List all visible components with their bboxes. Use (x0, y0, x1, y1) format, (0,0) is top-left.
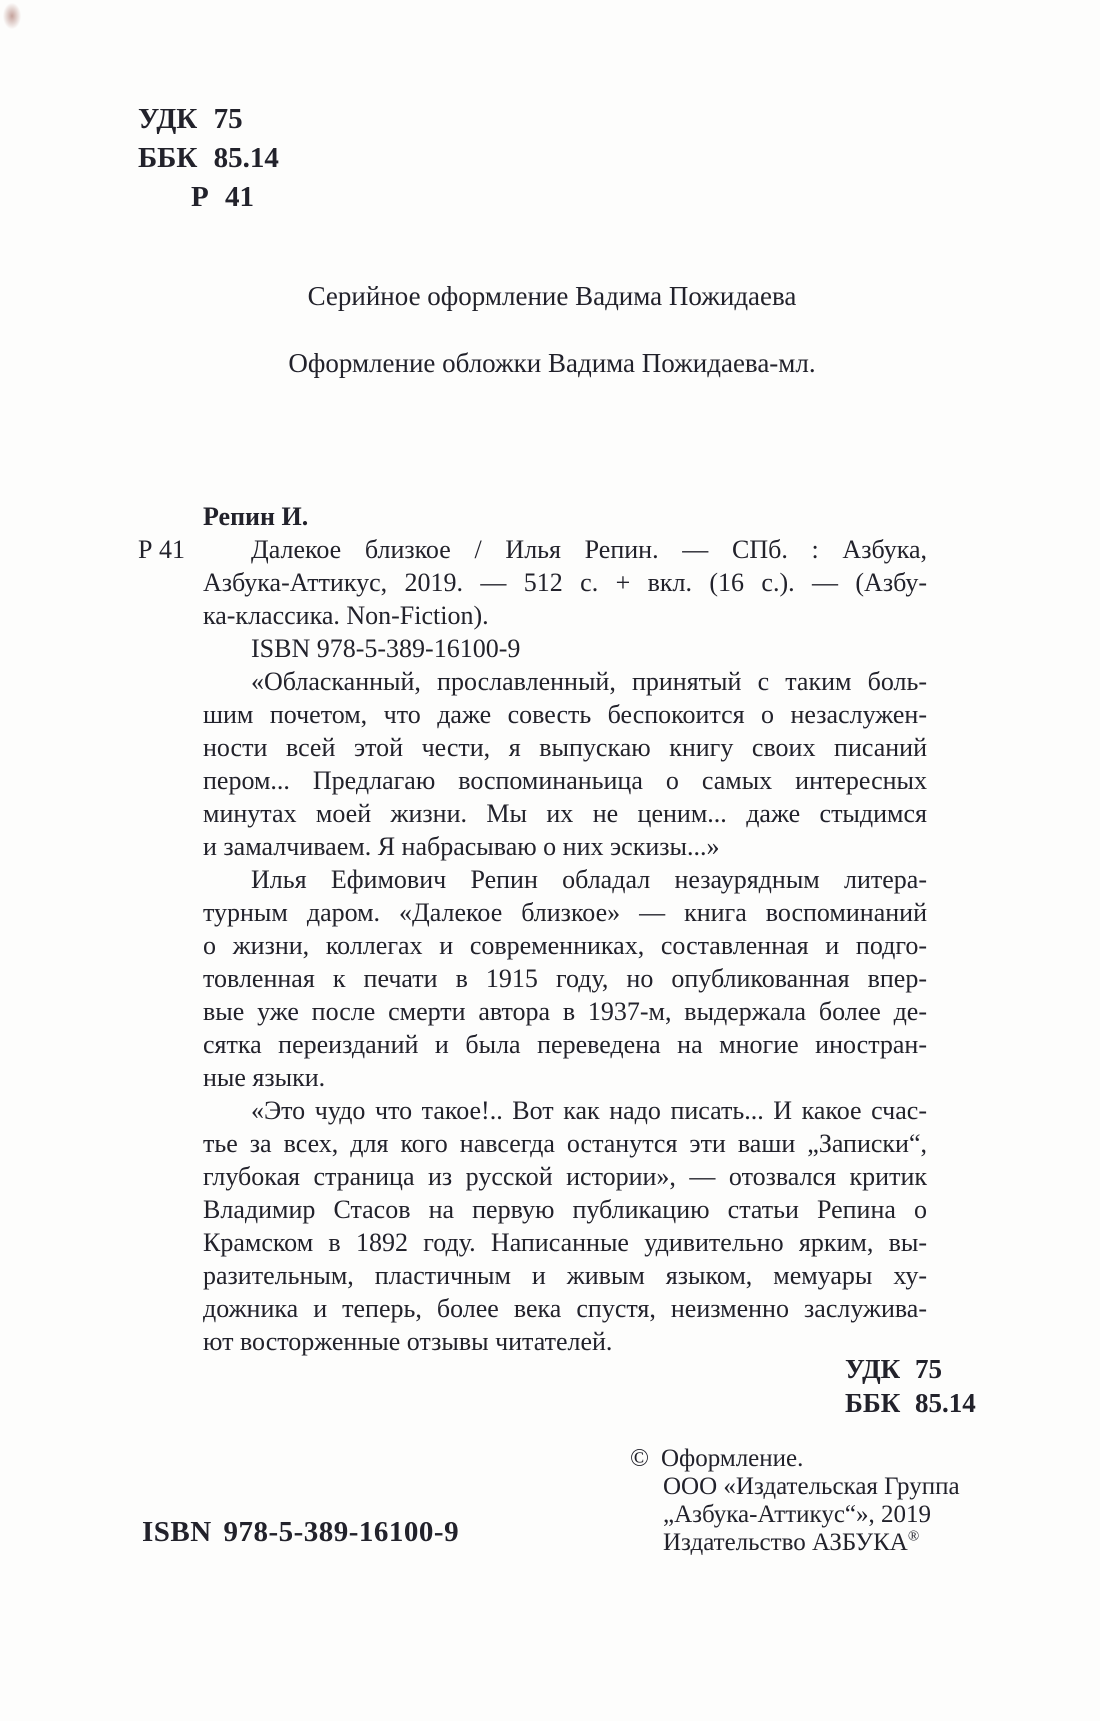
text-line: ка-классика. Non-Fiction). (203, 601, 489, 630)
classification-codes-bottom (845, 1352, 976, 1420)
text-line: Владимир Стасов на первую публикацию статьи Репина о (203, 1195, 927, 1224)
isbn-bottom: ISBN 978-5-389-16100-9 (142, 1516, 460, 1548)
text-line: сятка переизданий и была переведена на многие иностран- (203, 1030, 927, 1059)
text-line: и замалчиваем. Я набрасываю о них эскизы...» (203, 832, 720, 861)
text-line: шим почетом, что даже совесть беспокоится о незаслужен- (203, 700, 927, 729)
text-line: минутах моей жизни. Мы их не ценим... даже стыдимся (203, 799, 927, 828)
annotation (203, 665, 927, 1358)
classification-codes-top (138, 100, 279, 217)
bibliographic-lines (203, 533, 927, 632)
text-line: товленная к печати в 1915 году, но опубликованная впер- (203, 964, 927, 993)
text-line: Азбука-Аттикус, 2019. — 512 с. + вкл. (16 с.). — (Азбу- (203, 568, 927, 597)
annotation-paragraph (203, 1094, 927, 1358)
text-line: Илья Ефимович Репин обладал незаурядным литера- (251, 865, 927, 894)
bbk-code-bottom: ББК 85.14 (845, 1388, 976, 1418)
catalog-author-heading: Репин И. (203, 502, 309, 531)
text-line: турным даром. «Далекое близкое» — книга воспоминаний (203, 898, 927, 927)
text-line: Крамском в 1892 году. Написанные удивительно ярким, вы- (203, 1228, 927, 1257)
text-line: Далекое близкое / Илья Репин. — СПб. : Азбука, (251, 535, 927, 564)
copyright-company-line: ООО «Издательская Группа (663, 1473, 960, 1500)
copyright-design-text: Оформление. (661, 1445, 804, 1472)
udk-code: УДК 75 (138, 103, 243, 135)
copyright-design-line (630, 1445, 1010, 1473)
text-line: ные языки. (203, 1063, 326, 1092)
publisher-line (663, 1529, 1010, 1557)
text-line: пером... Предлагаю воспоминаньица о самых интересных (203, 766, 927, 795)
cover-design-credit: Оформление обложки Вадима Пожидаева-мл. (288, 348, 816, 378)
copyright-block (630, 1445, 1010, 1557)
text-line: «Это чудо что такое!.. Вот как надо писать... И какое счас- (251, 1096, 927, 1125)
catalog-isbn: ISBN 978-5-389-16100-9 (251, 634, 521, 663)
text-line: разительным, пластичным и живым языком, мемуары ху- (203, 1261, 927, 1290)
text-line: «Обласканный, прославленный, принятый с таким боль- (251, 667, 927, 696)
bbk-code: ББК 85.14 (138, 142, 279, 174)
author-sign-code: Р 41 (191, 181, 254, 213)
scan-artifact (3, 3, 21, 29)
publisher-name: Издательство АЗБУКА (663, 1529, 908, 1556)
series-design-credit: Серийное оформление Вадима Пожидаева (307, 281, 797, 311)
text-line: о жизни, коллегах и современниках, составленная и подго- (203, 931, 927, 960)
bibliographic-entry (138, 533, 927, 632)
copyright-symbol: © (630, 1445, 649, 1472)
udk-code-bottom: УДК 75 (845, 1354, 942, 1384)
annotation-paragraph (203, 665, 927, 863)
text-line: ют восторженные отзывы читателей. (203, 1327, 613, 1356)
text-line: тье за всех, для кого навсегда останутся эти ваши „Записки“, (203, 1129, 927, 1158)
registered-trademark-icon: ® (907, 1528, 920, 1545)
copyright-group-year-line: „Азбука-Аттикус“», 2019 (663, 1501, 932, 1528)
catalog-card (138, 500, 927, 1358)
text-line: дожника и теперь, более века спустя, неизменно заслужива- (203, 1294, 927, 1323)
annotation-paragraph (203, 863, 927, 1094)
text-line: глубокая страница из русской истории», — отозвался критик (203, 1162, 927, 1191)
text-line: вые уже после смерти автора в 1937-м, выдержала более де- (203, 997, 927, 1026)
catalog-index-label: Р 41 (138, 535, 185, 564)
text-line: ности всей этой чести, я выпускаю книгу своих писаний (203, 733, 927, 762)
